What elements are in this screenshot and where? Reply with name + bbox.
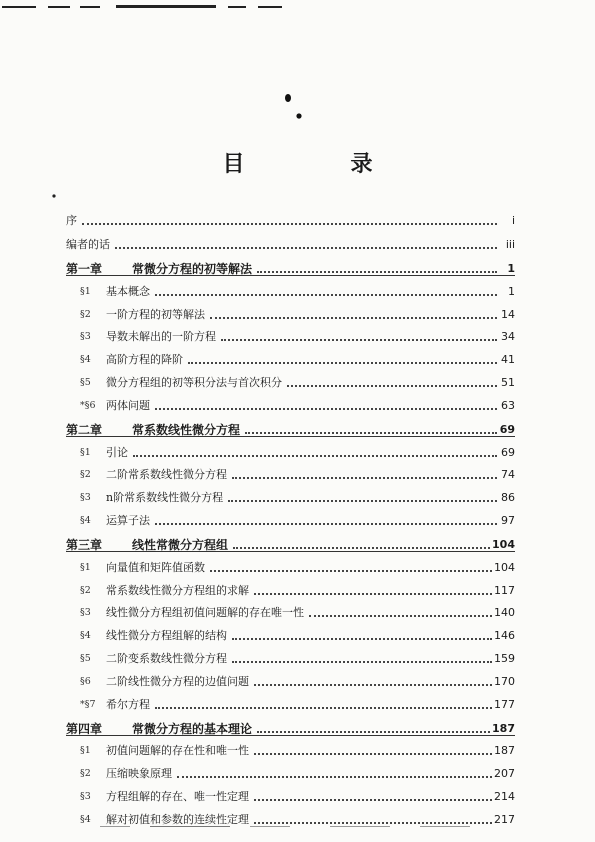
toc-page-number: 63 [501,398,515,412]
section-title: 初值问题解的存在性和唯一性 [106,744,249,758]
dot-leader [257,730,490,733]
toc-page-number: 74 [501,468,515,482]
toc-page-number: 1 [508,284,515,298]
scan-mark [80,6,100,8]
toc-page-number: 86 [501,491,515,505]
table-of-contents [66,204,515,827]
toc-section[interactable] [66,344,515,367]
toc-section[interactable] [66,276,515,299]
toc-section[interactable] [66,620,515,643]
dot-leader [254,752,492,755]
toc-page-number: 170 [494,674,515,688]
dot-leader [155,706,492,709]
section-title: 引论 [106,445,128,459]
toc-page-number: 159 [494,651,515,665]
toc-page-number: 177 [494,697,515,711]
toc-section[interactable] [66,598,515,621]
section-title: 运算子法 [106,513,150,527]
dot-leader [82,222,497,225]
ink-speck [50,192,60,202]
section-mark: §2 [80,308,91,320]
dot-leader [155,522,497,525]
scan-mark [150,826,230,827]
toc-page-number: i [511,214,515,227]
section-title: 解对初值和参数的连续性定理 [106,812,249,826]
toc-section[interactable] [66,437,515,460]
toc-section[interactable] [66,505,515,528]
dot-leader [233,546,490,549]
toc-section[interactable] [66,322,515,345]
toc-chapter-1[interactable] [66,252,515,276]
chapter-title: 常微分方程的基本理论 [132,721,253,736]
section-title: 方程组解的存在、唯一性定理 [106,789,249,803]
toc-page-number: 187 [494,744,515,758]
dot-leader [232,476,497,479]
section-mark: §1 [80,285,91,297]
dot-leader [210,569,492,572]
section-title: 高阶方程的降阶 [106,353,183,367]
dot-leader [254,821,492,824]
toc-page-number: 104 [492,537,515,551]
section-title: 二阶变系数线性微分方程 [106,651,227,665]
chapter-title: 常系数线性微分方程 [132,422,241,437]
toc-page-number: 146 [494,629,515,643]
toc-page-number: 41 [501,353,515,367]
dot-leader [155,407,497,410]
toc-section[interactable] [66,575,515,598]
section-title: 线性微分方程组解的结构 [106,629,227,643]
scan-mark [100,826,130,827]
dot-leader [257,270,497,273]
toc-section[interactable] [66,460,515,483]
chapter-title: 线性常微分方程组 [132,537,229,552]
toc-section[interactable] [66,758,515,781]
section-title: n阶常系数线性微分方程 [106,491,224,505]
toc-entry-title: 序 [66,214,77,227]
toc-section[interactable] [66,367,515,390]
scan-mark [48,6,70,8]
dot-leader [287,384,497,387]
section-title: 压缩映象原理 [106,767,172,781]
dot-leader [188,361,497,364]
dot-leader [254,683,492,686]
chapter-number: 第四章 [66,721,103,736]
toc-page-number: 69 [499,422,515,436]
section-mark: *§7 [80,698,96,710]
dot-leader [115,246,497,249]
section-mark: §4 [80,514,91,526]
section-mark: §2 [80,469,91,481]
toc-section[interactable] [66,482,515,505]
section-mark: §4 [80,354,91,366]
toc-page-number: 97 [501,513,515,527]
toc-page-number: 14 [501,307,515,321]
toc-section[interactable] [66,643,515,666]
scan-mark [250,826,290,827]
dot-leader [254,798,492,801]
toc-page-number: 34 [501,330,515,344]
scan-mark [330,826,390,827]
section-mark: §1 [80,561,91,573]
toc-page-number: iii [505,238,515,251]
toc-page-number: 207 [494,767,515,781]
scan-mark [228,6,246,8]
section-title: 常系数线性微分方程组的求解 [106,583,249,597]
section-mark: §5 [80,376,91,388]
toc-section[interactable] [66,689,515,712]
toc-entry-title: 编者的话 [66,238,110,251]
toc-section[interactable] [66,804,515,827]
dot-leader [254,592,492,595]
section-title: 二阶常系数线性微分方程 [106,468,227,482]
section-mark: §4 [80,630,91,642]
section-title: 基本概念 [106,284,150,298]
page-title: 目 录 [222,151,415,177]
section-title: 希尔方程 [106,697,150,711]
toc-page-number: 1 [507,262,515,275]
toc-section[interactable] [66,390,515,413]
section-mark: §1 [80,745,91,757]
toc-chapter-2[interactable] [66,413,515,437]
toc-page-number: 117 [494,583,515,597]
section-mark: §3 [80,607,91,619]
toc-page-number: 104 [494,560,515,574]
section-mark: §3 [80,790,91,802]
section-mark: §3 [80,331,91,343]
chapter-number: 第一章 [66,262,103,276]
section-title: 一阶方程的初等解法 [106,307,205,321]
dot-leader [177,775,492,778]
toc-entry-editors-note[interactable] [66,228,515,252]
section-mark: §2 [80,584,91,596]
scan-artifact-bottom [100,826,520,830]
scan-mark [420,826,470,827]
toc-page-number: 214 [494,789,515,803]
section-title: 向量值和矩阵值函数 [106,560,205,574]
toc-page-number: 187 [492,721,515,735]
dot-leader [155,293,497,296]
ink-specks [280,88,310,128]
section-mark: §6 [80,675,91,687]
toc-section[interactable] [66,736,515,759]
toc-page-number: 69 [501,445,515,459]
scan-mark [2,6,36,8]
scan-mark [116,5,216,8]
toc-entry-preface[interactable] [66,204,515,228]
dot-leader [228,499,497,502]
section-mark: §2 [80,768,91,780]
toc-page-number: 217 [494,812,515,826]
chapter-number: 第二章 [66,422,103,437]
section-mark: §1 [80,446,91,458]
section-mark: §3 [80,492,91,504]
dot-leader [309,614,492,617]
dot-leader [133,454,497,457]
toc-chapter-4[interactable] [66,712,515,736]
scan-artifact-top [0,0,595,20]
toc-page-number: 51 [501,375,515,389]
toc-section[interactable] [66,781,515,804]
toc-page-number: 140 [494,606,515,620]
chapter-title: 常微分方程的初等解法 [132,262,253,276]
section-title: 二阶线性微分方程的边值问题 [106,674,249,688]
dot-leader [221,338,497,341]
toc-section[interactable] [66,666,515,689]
toc-section[interactable] [66,299,515,322]
section-mark: §4 [80,813,91,825]
chapter-number: 第三章 [66,537,103,552]
section-mark: §5 [80,652,91,664]
section-title: 线性微分方程组初值问题解的存在唯一性 [106,606,304,620]
toc-section[interactable] [66,552,515,575]
scan-mark [258,6,282,8]
dot-leader [210,316,497,319]
section-mark: *§6 [80,399,96,411]
dot-leader [232,637,492,640]
toc-chapter-3[interactable] [66,528,515,552]
section-title: 导数未解出的一阶方程 [106,330,216,344]
dot-leader [232,660,492,663]
dot-leader [245,431,497,434]
section-title: 两体问题 [106,398,150,412]
section-title: 微分方程组的初等积分法与首次积分 [106,375,282,389]
